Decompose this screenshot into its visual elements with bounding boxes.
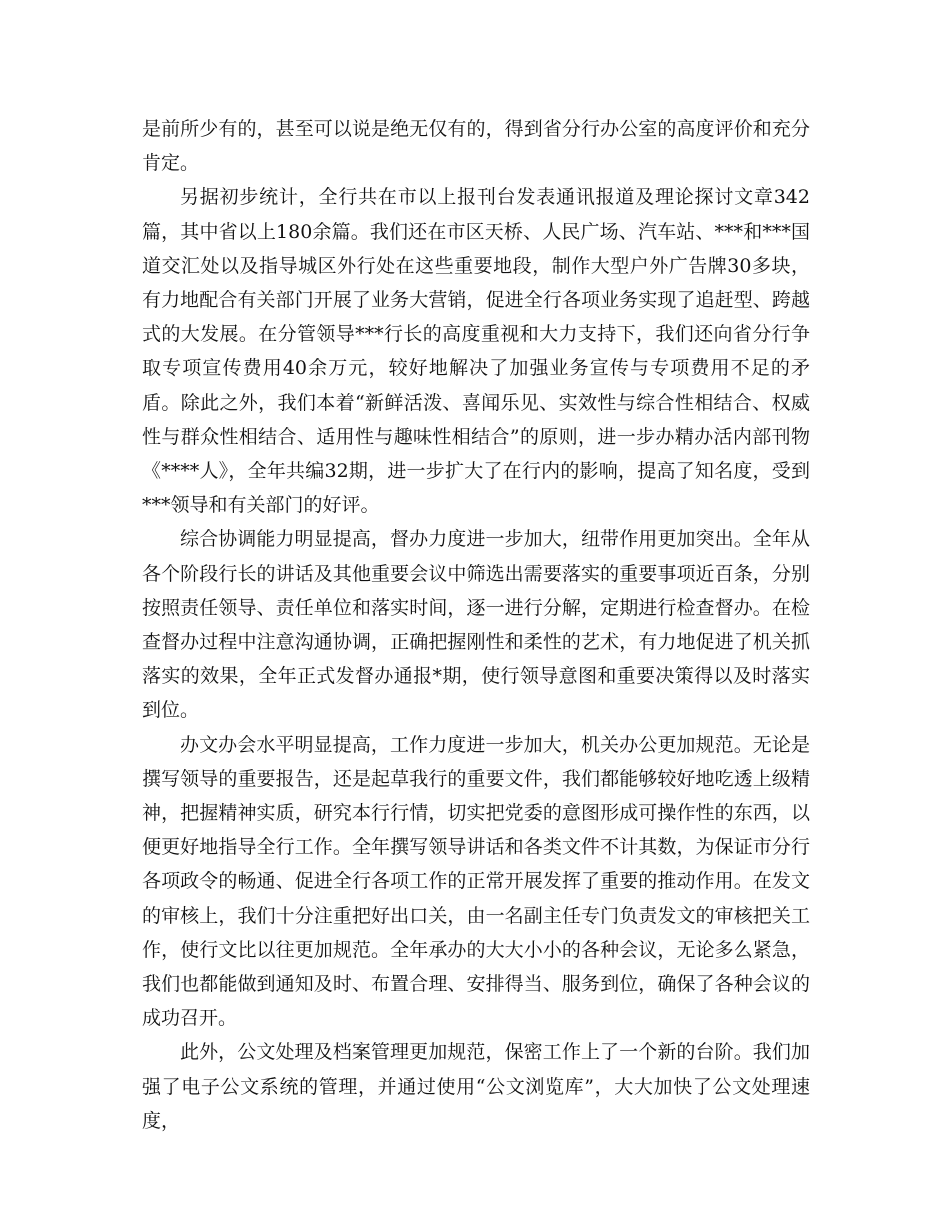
paragraph-coordination: 综合协调能力明显提高，督办力度进一步加大，纽带作用更加突出。全年从各个阶段行长的讲话及其他重要会议中筛选出需要落实的重要事项近百条，分别按照责任领导、责任单位和落实时间，逐一进行分解，定期进行检查督办。在检查督办过程中注意沟通协调，正确把握刚性和柔性的艺术，有力地促进了机关抓落实的效果，全年正式发督办通报*期，使行领导意图和重要决策得以及时落实到位。 (142, 528, 810, 722)
paragraph-archives: 此外，公文处理及档案管理更加规范，保密工作上了一个新的台阶。我们加强了电子公文系统的管理，并通过使用“公文浏览库”，大大加快了公文处理速度， (142, 1041, 810, 1132)
document-body (142, 112, 810, 1138)
paragraph-document-meetings: 办文办会水平明显提高，工作力度进一步加大，机关办公更加规范。无论是撰写领导的重要报告，还是起草我行的重要文件，我们都能够较好地吃透上级精神，把握精神实质，研究本行行情，切实把党委的意图形成可操作性的东西，以便更好地指导全行工作。全年撰写领导讲话和各类文件不计其数，为保证市分行各项政令的畅通、促进全行各项工作的正常开展发挥了重要的推动作用。在发文的审核上，我们十分注重把好出口关，由一名副主任专门负责发文的审核把关工作，使行文比以往更加规范。全年承办的大大小小的各种会议，无论多么紧急，我们也都能做到通知及时、布置合理、安排得当、服务到位，确保了各种会议的成功召开。 (142, 733, 810, 1030)
paragraph-publicity-statistics: 另据初步统计，全行共在市以上报刊台发表通讯报道及理论探讨文章342篇，其中省以上180余篇。我们还在市区天桥、人民广场、汽车站、***和***国道交汇处以及指导城区外行处在这些重要地段，制作大型户外广告牌30多块，有力地配合有关部门开展了业务大营销，促进全行各项业务实现了追赶型、跨越式的大发展。在分管领导***行长的高度重视和大力支持下，我们还向省分行争取专项宣传费用40余万元，较好地解决了加强业务宣传与专项费用不足的矛盾。除此之外，我们本着“新鲜活泼、喜闻乐见、实效性与综合性相结合、权威性与群众性相结合、适用性与趣味性相结合”的原则，进一步办精办活内部刊物《****人》，全年共编32期，进一步扩大了在行内的影响，提高了知名度，受到***领导和有关部门的好评。 (142, 186, 810, 517)
paragraph-continued: 是前所少有的，甚至可以说是绝无仅有的，得到省分行办公室的高度评价和充分肯定。 (142, 118, 810, 175)
